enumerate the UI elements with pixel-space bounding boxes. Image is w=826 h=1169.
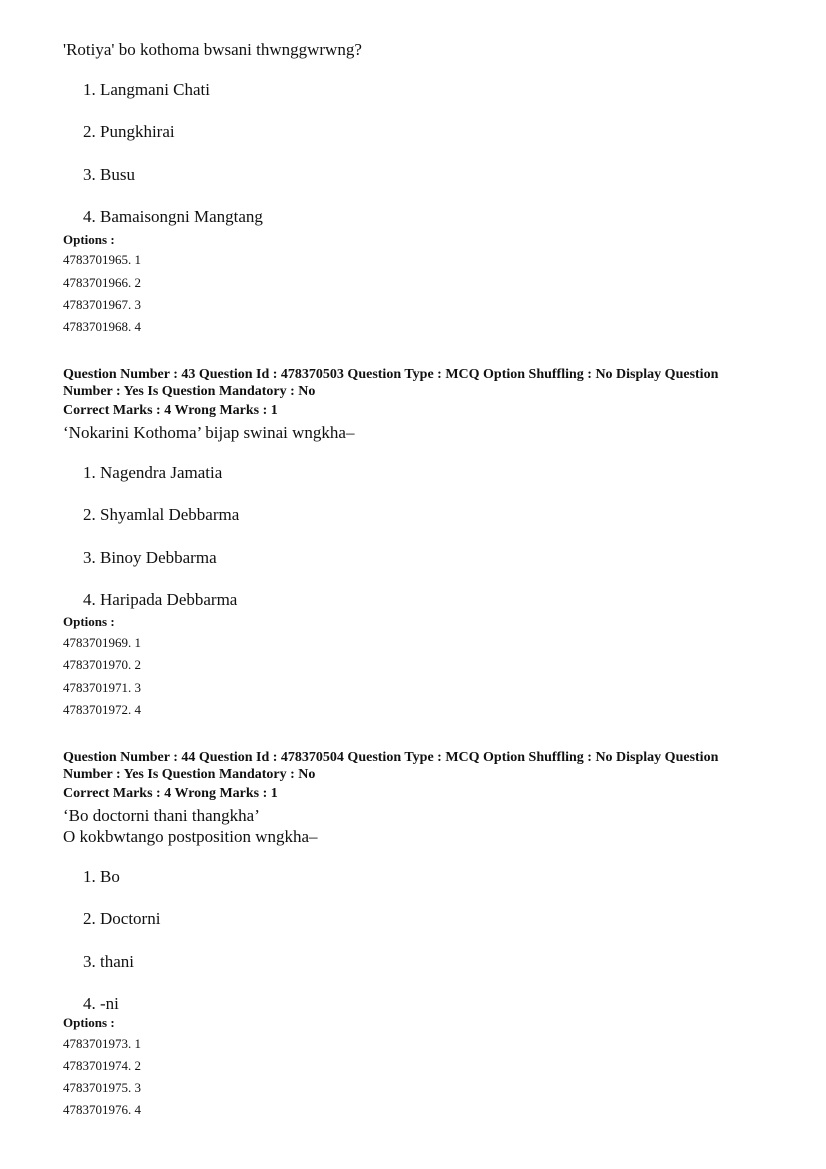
question-meta-line: Number : Yes Is Question Mandatory : No [63,384,316,399]
option-id-line: 4783701970. 2 [63,657,141,672]
answer-choice-3: 3. Busu [83,165,135,184]
answer-choice-1: 1. Nagendra Jamatia [83,463,223,482]
options-label: Options : [63,232,115,247]
option-id-line: 4783701976. 4 [63,1102,141,1117]
option-id-line: 4783701965. 1 [63,252,141,267]
option-id-line: 4783701972. 4 [63,702,141,717]
option-id-line: 4783701975. 3 [63,1080,141,1095]
option-id-line: 4783701974. 2 [63,1058,141,1073]
option-id-line: 4783701966. 2 [63,275,141,290]
question-meta-line: Question Number : 43 Question Id : 478370503 Question Type : MCQ Option Shuffling : No Display Question [63,367,719,382]
options-label: Options : [63,1015,115,1030]
option-id-line: 4783701969. 1 [63,635,141,650]
marks-line: Correct Marks : 4 Wrong Marks : 1 [63,403,278,418]
options-label: Options : [63,614,115,629]
option-id-line: 4783701968. 4 [63,319,141,334]
question-stem: ‘Nokarini Kothoma’ bijap swinai wngkha– [63,423,355,442]
option-id-line: 4783701971. 3 [63,680,141,695]
question-meta-line: Number : Yes Is Question Mandatory : No [63,767,316,782]
question-stem: O kokbwtango postposition wngkha– [63,827,318,846]
answer-choice-4: 4. -ni [83,994,119,1013]
answer-choice-2: 2. Doctorni [83,909,161,928]
answer-choice-2: 2. Pungkhirai [83,122,175,141]
question-stem: 'Rotiya' bo kothoma bwsani thwnggwrwng? [63,40,362,59]
marks-line: Correct Marks : 4 Wrong Marks : 1 [63,786,278,801]
option-id-line: 4783701967. 3 [63,297,141,312]
question-stem: ‘Bo doctorni thani thangkha’ [63,806,260,825]
question-meta-line: Question Number : 44 Question Id : 478370504 Question Type : MCQ Option Shuffling : No Display Question [63,750,719,765]
option-id-line: 4783701973. 1 [63,1036,141,1051]
answer-choice-2: 2. Shyamlal Debbarma [83,505,240,524]
answer-choice-3: 3. thani [83,952,134,971]
answer-choice-1: 1. Langmani Chati [83,80,211,99]
answer-choice-4: 4. Haripada Debbarma [83,590,238,609]
answer-choice-4: 4. Bamaisongni Mangtang [83,207,263,226]
answer-choice-1: 1. Bo [83,867,120,886]
answer-choice-3: 3. Binoy Debbarma [83,548,217,567]
